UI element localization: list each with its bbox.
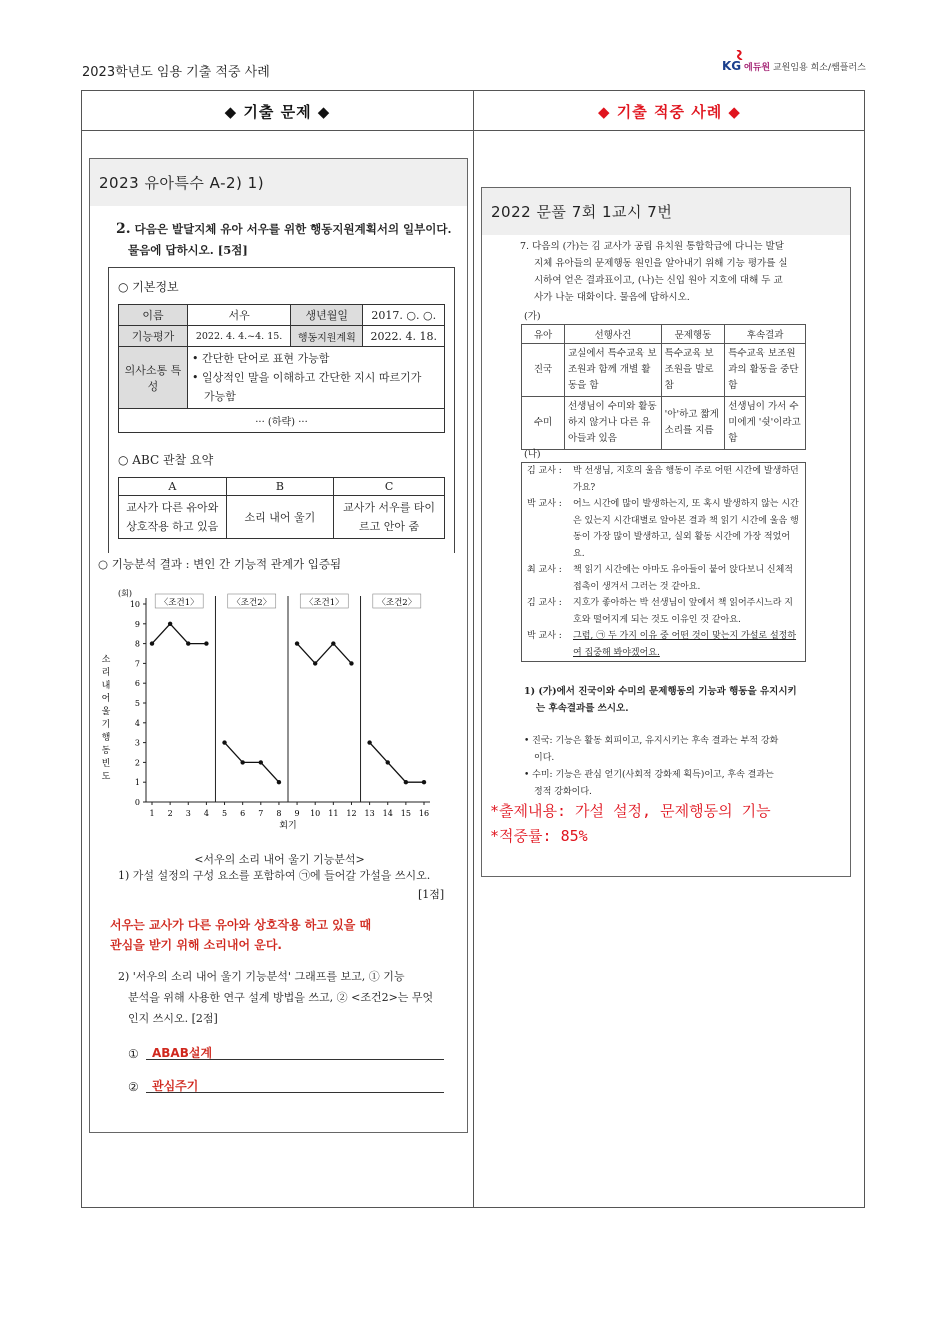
sub-question-2-line-3: 인지 쓰시오. [2점] [128,1012,218,1025]
plan-header: 행동지원계획 [291,326,363,347]
exam-box-title: 2023 유아특수 A-2) 1) [90,159,467,206]
comm-line-3: 가능함 [204,390,236,403]
x-axis-label: 회기 [279,821,297,831]
y-tick-label: 0 [134,798,140,807]
chart-title: <서우의 소리 내어 울기 기능분석> [194,853,365,866]
data-point [150,641,154,645]
practice-sub-question-1 [524,683,797,717]
abc-a-value: 교사가 다른 유아와 상호작용 하고 있음 [119,496,227,539]
dialog-line [522,628,805,661]
stem-line-1: 7. 다음의 (가)는 김 교사가 공립 유치원 통합학급에 다니는 발달 [520,241,784,252]
dialog-speaker: 최 교사 : [527,565,562,575]
y-tick-label: 9 [134,619,140,629]
dialog-speaker: 김 교사 : [527,598,562,608]
series-line [225,743,279,783]
x-tick-label: 14 [382,809,393,818]
basic-info-label: ○ 기본정보 [118,280,179,294]
data-point [386,760,390,764]
column-divider [473,90,474,1208]
abc-b-value: 소리 내어 울기 [226,496,334,539]
table-cell: 선생님이 가서 수미에게 '쉿'이라고 함 [725,397,806,450]
omit-row: ··· (하략) ··· [119,409,445,433]
dialog-line [522,595,805,628]
exam-question-stem [116,219,461,261]
data-point [313,661,317,665]
y-tick-label: 7 [134,659,140,669]
y-tick-label: 1 [134,778,140,788]
dialog-speaker: 김 교사 : [527,466,562,476]
x-tick-label: 11 [328,809,339,818]
sub-question-2 [118,966,433,1029]
dialog-line [522,496,805,562]
stem-line-3: 시하여 얻은 결과표이고, (나)는 신입 원아 지호에 대해 두 교 [534,275,783,286]
x-tick-label: 12 [346,809,357,818]
answer-1-text: ABAB설계 [152,1046,213,1060]
data-point [367,740,371,744]
data-point [404,780,408,784]
x-tick-label: 6 [240,809,246,818]
logo-brand: 에듀원 [744,63,771,73]
answer-sumi-1: • 수미: 기능은 관심 얻기(사회적 강화제 획득)이고, 후속 결과는 [524,770,774,780]
answer-jinguk-2: 이다. [534,753,555,763]
table-header-cell: 후속결과 [725,325,806,344]
x-tick-label: 1 [149,809,155,818]
y-tick-label: 2 [134,758,140,768]
birth-header: 생년월일 [291,305,363,326]
part-na-label: (나) [524,449,541,460]
dialog-speaker: 박 교사 : [527,631,562,641]
table-cell: 특수교육 보조원을 발로 참 [661,344,725,397]
answer-sumi-2: 정적 강화이다. [534,787,592,797]
x-tick-label: 4 [203,809,209,818]
dialog-line [522,562,805,595]
table-row [522,344,806,397]
table-header-cell: 문제행동 [661,325,725,344]
sub-question-2-line-1: 2) '서우의 소리 내어 울기 기능분석' 그래프를 보고, ① 기능 [118,970,405,983]
x-tick-label: 13 [364,809,375,818]
x-tick-label: 10 [310,809,321,818]
data-point [295,641,299,645]
y-unit-label: (회) [118,589,132,598]
exam-question-box [89,158,468,1133]
question-number: 2. [116,221,131,237]
data-point [168,622,172,626]
y-tick-label: 3 [134,738,140,748]
function-analysis-chart [98,584,448,854]
phase-label: 〈조건1〉 [304,598,344,608]
handwritten-answer-1 [110,915,371,955]
y-axis-label: 소 리 내 어 울 기 행 동 빈 도 [101,655,111,782]
table-header-cell: 선행사건 [565,325,662,344]
header-divider [81,130,865,131]
document-title: 2023학년도 임용 기출 적중 사례 [82,65,270,80]
practice-question-box [481,187,851,877]
question-text-1: 다음은 발달지체 유아 서우를 위한 행동지원계획서의 일부이다. [134,222,452,236]
data-point [259,760,263,764]
table-header-cell: 유아 [522,325,565,344]
practice-answer [524,733,778,801]
series-line [370,743,424,783]
abc-label: ○ ABC 관찰 요약 [118,453,214,467]
series-line [297,644,351,664]
left-column-header: ◆ 기출 문제 ◆ [224,103,331,121]
sub-question-2-line-2: 분석을 위해 사용한 연구 설계 방법을 쓰고, ② <조건2>는 무엇 [128,991,434,1004]
phase-label: 〈조건2〉 [232,598,272,608]
sub-question-1: 1) 가설 설정의 구성 요소를 포함하여 ㉠에 들어갈 가설을 쓰시오. [118,869,431,882]
data-point [222,740,226,744]
table-cell: 선생님이 수미와 활동하지 않거나 다른 유아들과 있음 [565,397,662,450]
table-row [522,397,806,450]
y-tick-label: 10 [129,600,140,609]
comm-value [188,347,445,409]
x-tick-label: 15 [400,809,411,818]
hit-rate-note: *적중률: 85% [490,827,588,845]
y-tick-label: 8 [134,639,140,649]
x-tick-label: 8 [276,809,282,818]
right-column-header: ◆ 기출 적중 사례 ◆ [598,103,741,121]
question-text-2: 물음에 답하시오. [5점] [128,243,248,257]
x-tick-label: 5 [221,809,228,818]
answer-1-row [128,1043,446,1061]
practice-box-title: 2022 문풀 7회 1교시 7번 [482,188,850,235]
dialog-text: 박 선생님, 지호의 울음 행동이 주로 어떤 시간에 발생하던가요? [573,466,799,493]
birth-value: 2017. ○. ○. [363,305,445,326]
comm-line-1: • 간단한 단어로 표현 가능함 [192,352,330,365]
dialog-line [522,463,805,496]
answer-2-text: 관심주기 [152,1079,199,1093]
y-tick-label: 4 [134,718,140,728]
func-analysis-label: ○ 기능분석 결과 : 변인 간 기능적 관계가 입증됨 [98,557,342,571]
x-tick-label: 2 [167,809,173,818]
phase-label: 〈조건2〉 [377,598,417,608]
logo-text [744,60,866,73]
data-point [240,760,244,764]
answer-1-marker: ① [128,1047,139,1061]
logo-kg: KG [722,59,742,73]
answer-jinguk-1: • 진국: 기능은 활동 회피이고, 유지시키는 후속 결과는 부적 강화 [524,736,779,746]
x-tick-label: 9 [294,809,300,818]
y-tick-label: 5 [134,699,140,708]
dialog-text: 지호가 좋아하는 박 선생님이 앞에서 책 읽어주시느라 지호와 떨어지게 되는 것도 이유인 것 같아요. [573,598,793,625]
comm-header: 의사소통 특성 [119,347,188,409]
plan-value: 2022. 4. 18. [363,326,445,347]
hand-answer-line-2: 관심을 받기 위해 소리내어 운다. [110,938,282,952]
answer-2-row [128,1076,446,1094]
data-point [422,780,426,784]
data-point [277,780,281,784]
x-tick-label: 16 [418,809,430,818]
eval-value: 2022. 4. 4.~4. 15. [188,326,291,347]
y-tick-label: 6 [134,679,140,689]
dialog-speaker: 박 교사 : [527,499,562,509]
logo-subtext: 교원임용 희소/쌤플러스 [772,63,866,73]
practice-sub-line-2: 는 후속결과를 쓰시오. [536,703,629,714]
abc-c-value: 교사가 서우를 타이르고 안아 줌 [334,496,445,539]
stem-line-2: 지체 유아들의 문제행동 원인을 알아내기 위해 기능 평가를 실 [534,258,788,269]
abc-a-header: A [119,478,227,496]
part-ga-label: (가) [524,311,541,322]
table-cell: 교실에서 특수교육 보조원과 함께 개별 활동을 함 [565,344,662,397]
x-tick-label: 3 [185,809,191,818]
practice-question-stem [520,238,820,306]
basic-info-table [118,304,445,433]
data-point [186,641,190,645]
abc-b-header: B [226,478,334,496]
table-cell: '아'하고 짧게 소리를 지름 [661,397,725,450]
table-cell: 진국 [522,344,565,397]
plan-excerpt [108,267,455,553]
abc-c-header: C [334,478,445,496]
comm-line-2: • 일상적인 말을 이해하고 간단한 지시 따르기가 [192,371,422,384]
answer-2-marker: ② [128,1080,139,1094]
hand-answer-line-1: 서우는 교사가 다른 유아와 상호작용 하고 있을 때 [110,918,372,932]
series-line [152,624,206,644]
name-value: 서우 [188,305,291,326]
dialog-text: 책 읽기 시간에는 아마도 유아들이 붙어 앉다보니 신체적 접촉이 생겨서 그러는 것 같아요. [573,565,793,592]
name-header: 이름 [119,305,188,326]
dialog-text: 어느 시간에 많이 발생하는지, 또 혹시 발생하지 않는 시간은 있는지 시간대별로 알아본 결과 책 읽기 시간에 울음 행동이 가장 많이 발생하고, 실외 활동 시간에 가장 적었어요. [573,499,799,559]
abc-table [118,477,445,539]
table-cell: 특수교육 보조원과의 활동을 중단함 [725,344,806,397]
teacher-dialog-box [521,462,806,662]
practice-sub-line-1: 1) (가)에서 진국이와 수미의 문제행동의 기능과 행동을 유지시키 [524,686,797,697]
brand-logo [722,50,866,76]
data-point [349,661,353,665]
phase-label: 〈조건1〉 [159,598,199,608]
data-point [331,641,335,645]
data-point [204,641,208,645]
stem-line-4: 사가 나눈 대화이다. 물음에 답하시오. [534,292,690,303]
dialog-text: 그럼, ㉠ 두 가지 이유 중 어떤 것이 맞는지 가설로 설정하여 집중해 봐야겠어요. [573,631,797,658]
function-assessment-table [521,324,806,450]
table-cell: 수미 [522,397,565,450]
sub-question-1-points: [1점] [418,888,445,901]
eval-header: 기능평가 [119,326,188,347]
x-tick-label: 7 [258,809,264,818]
exam-content-note: *출제내용: 가설 설정, 문제행동의 기능 [490,802,771,820]
